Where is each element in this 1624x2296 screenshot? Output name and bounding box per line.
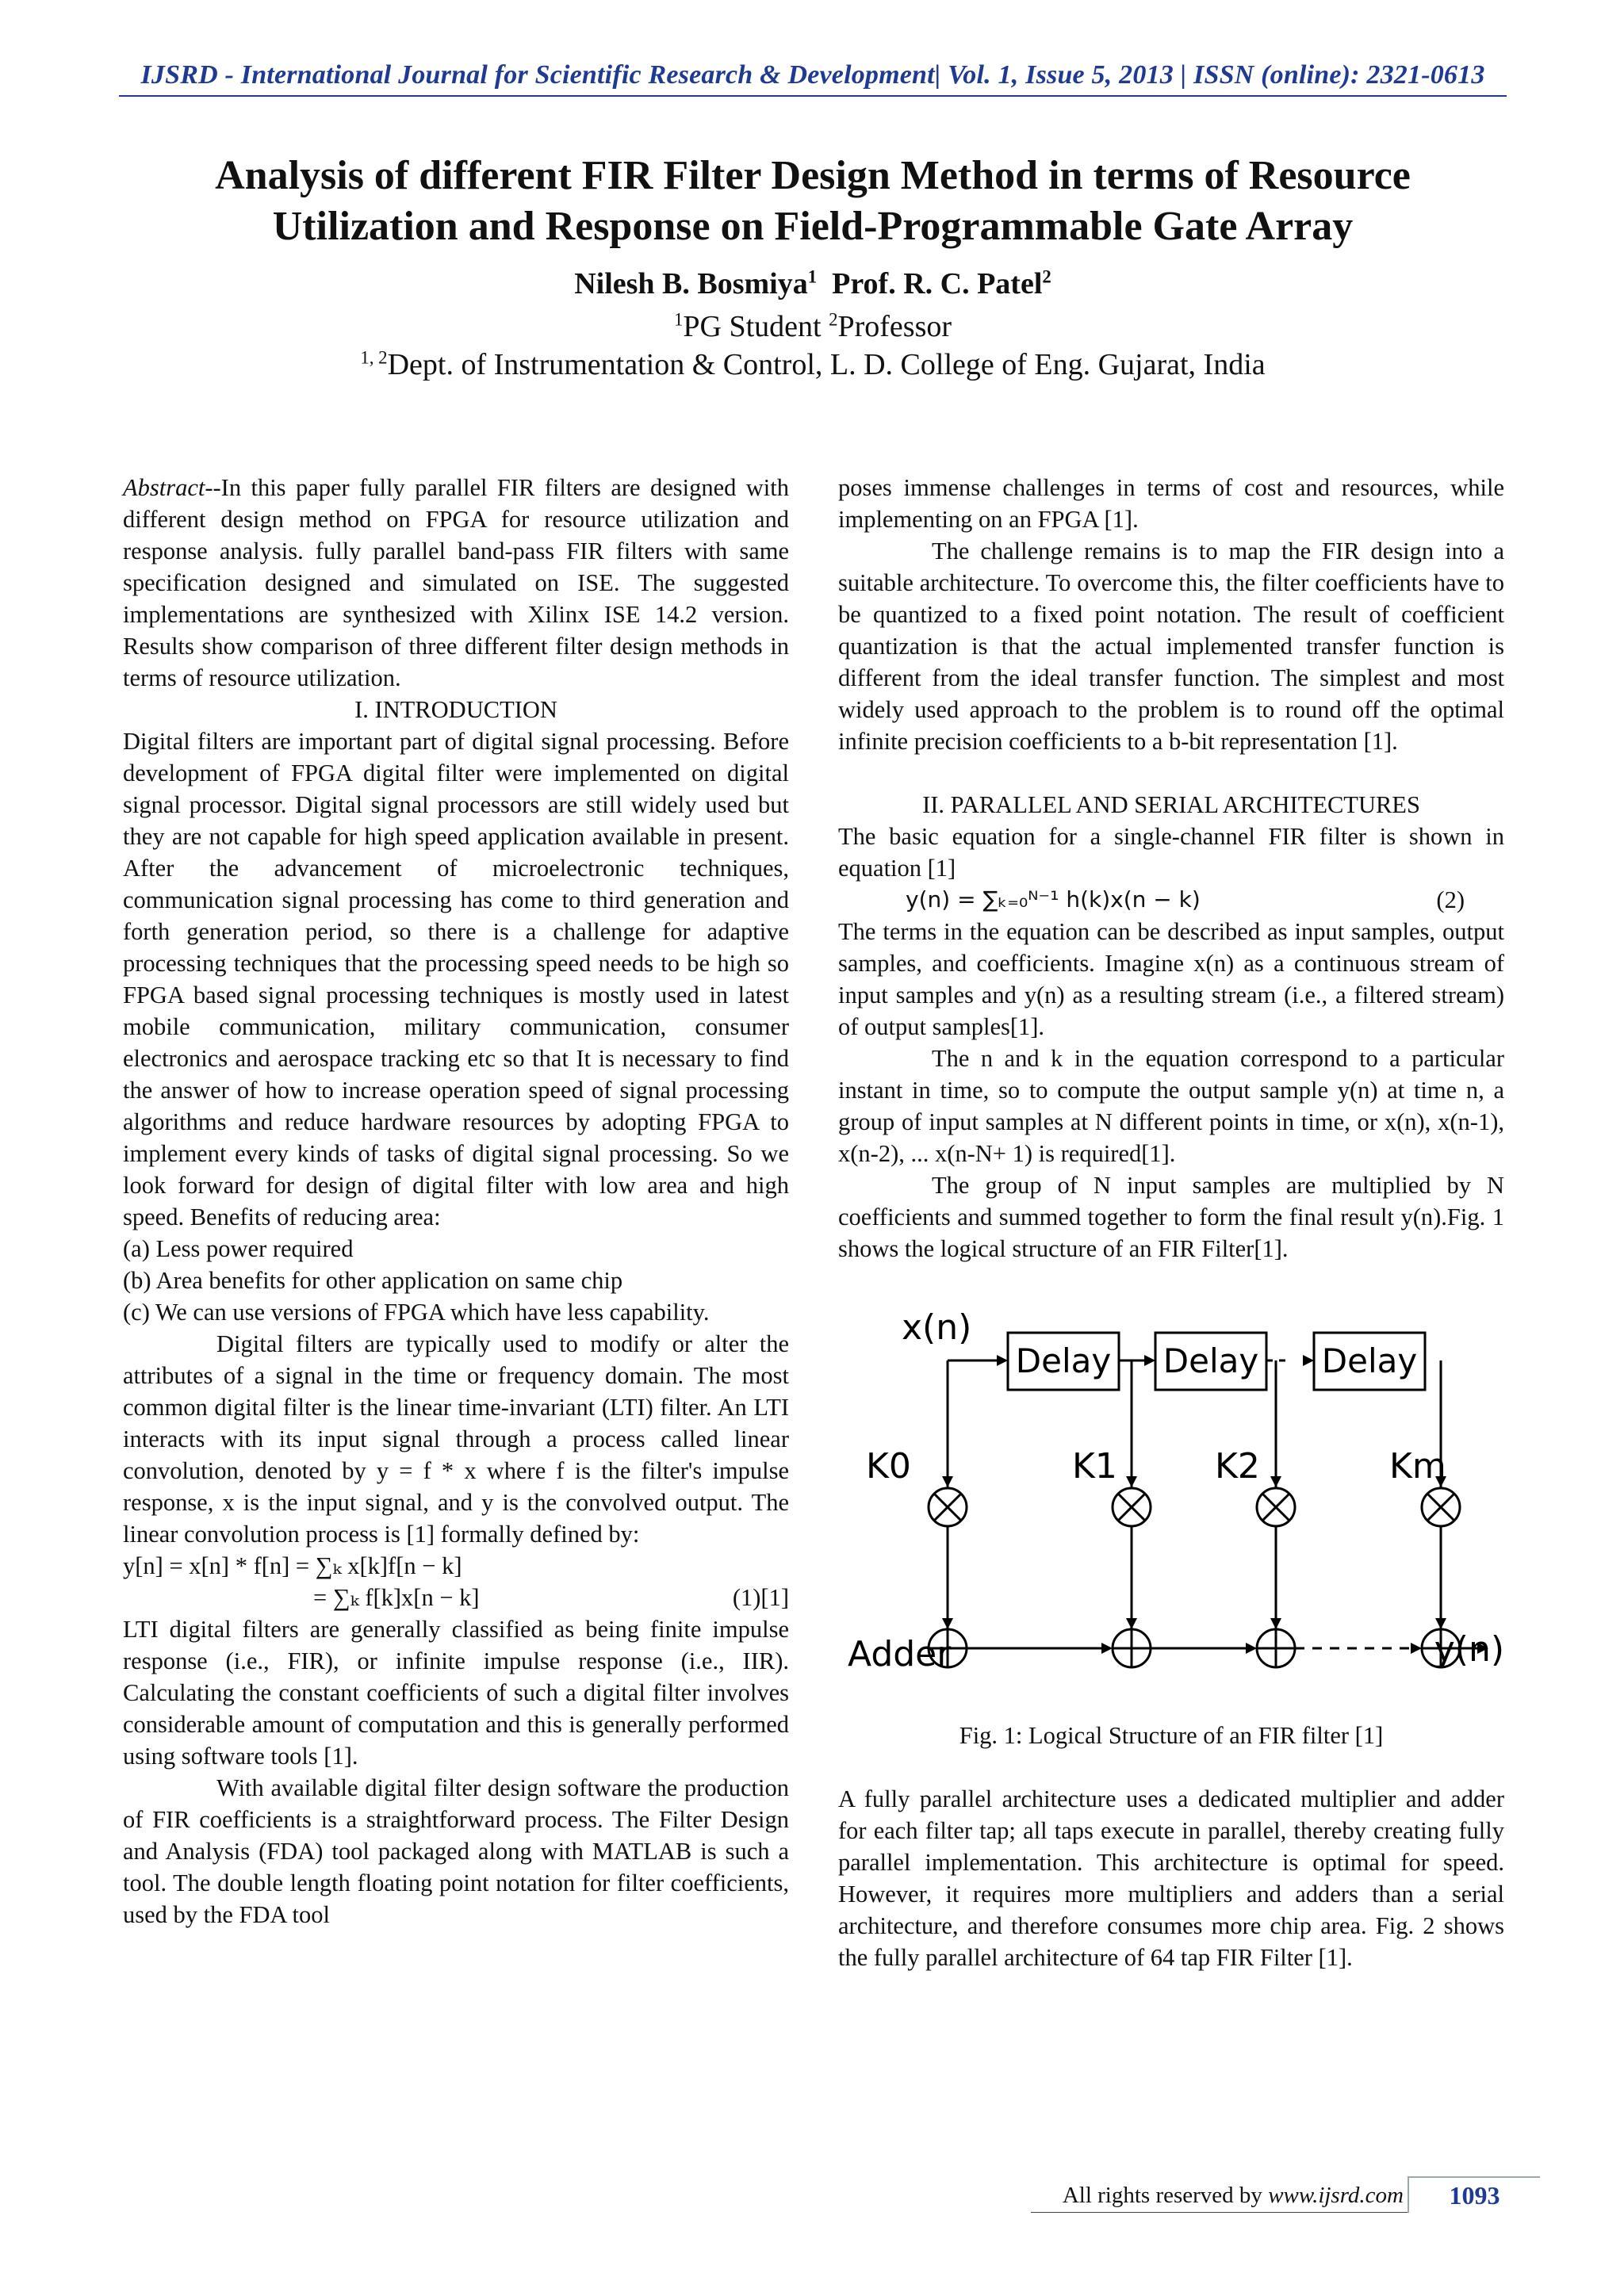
right-paragraph-7: A fully parallel architecture uses a dedicated multiplier and adder for each filter tap; all taps execute in parallel, thereby creating fully parallel implementation. This architecture is optimal for speed. However, it requires more multipliers and adders than a serial architecture, and therefore consumes more chip area. Fig. 2 shows the fully parallel architecture of 64 tap FIR Filter [1]. <box>838 1785 1504 1971</box>
equation-2-number: (2) <box>1436 886 1465 913</box>
affil-text: Dept. of Instrumentation & Control, L. D. College of Eng. Gujarat, India <box>387 348 1266 381</box>
abstract <box>123 472 789 694</box>
arrow <box>1246 1643 1257 1654</box>
output-label: y(n) <box>1434 1629 1504 1670</box>
section-1-heading: I. INTRODUCTION <box>354 696 557 723</box>
delay-label-3: Delay <box>1321 1341 1418 1380</box>
left-column <box>123 472 789 1931</box>
arrow <box>1411 1643 1422 1654</box>
spacer <box>838 757 1504 789</box>
equation-1-rhs: = ∑ₖ f[k]x[n − k] <box>313 1584 480 1611</box>
arrow <box>1270 1476 1281 1487</box>
arrow <box>1126 1618 1137 1629</box>
header-rule <box>119 95 1507 97</box>
intro-paragraph-3: LTI digital filters are generally classified as being finite impulse response (i.e., FIR), or infinite impulse response (i.e., IIR). Calculating the constant coefficients of such a digital filter involves considerable amount of computation and this is generally performed using software tools [1]. <box>123 1616 789 1770</box>
benefit-b: (b) Area benefits for other application on same chip <box>123 1267 623 1294</box>
equation-1-number: (1)[1] <box>732 1584 789 1611</box>
role-2: Professor <box>837 310 952 343</box>
right-paragraph-1: poses immense challenges in terms of cost and resources, while implementing on an FPGA [1]. <box>838 474 1504 533</box>
author-2: Prof. R. C. Patel <box>832 267 1043 300</box>
journal-header: IJSRD - International Journal for Scientific Research & Development| Vol. 1, Issue 5, 2013 | ISSN (online): 2321-0613 <box>140 60 1485 90</box>
role-1: PG Student <box>683 310 829 343</box>
right-paragraph-6: The group of N input samples are multiplied by N coefficients and summed together to form the final result y(n).Fig. 1 shows the logical structure of an FIR Filter[1]. <box>838 1172 1504 1262</box>
footer-rights-text: All rights reserved by <box>1062 2183 1269 2208</box>
benefit-c: (c) We can use versions of FPGA which have less capability. <box>123 1299 710 1326</box>
author-1-sup: 1 <box>807 266 818 287</box>
right-paragraph-3: The basic equation for a single-channel FIR filter is shown in equation [1] <box>838 823 1504 882</box>
author-2-sup: 2 <box>1042 266 1051 287</box>
authors <box>119 266 1507 301</box>
input-label: x(n) <box>902 1307 972 1348</box>
arrow <box>1126 1476 1137 1487</box>
intro-paragraph-2: Digital filters are typically used to modify or alter the attributes of a signal in the time or frequency domain. The most common digital filter is the linear time-invariant (LTI) filter. An LTI interacts with its input signal through a process called linear convolution, denoted by y = f * x where f is the filter's impulse response, x is the input signal, and y is the convolved output. The linear convolution process is [1] formally defined by: <box>123 1330 789 1548</box>
footer-rule <box>1031 2212 1408 2213</box>
equation-2-formula: y(n) = ∑ₖ₌₀ᴺ⁻¹ h(k)x(n − k) <box>906 886 1201 913</box>
arrow <box>1435 1618 1446 1629</box>
right-paragraph-5: The n and k in the equation correspond to a particular instant in time, so to compute the output sample y(n) at time n, a group of input samples at N different points in time, or x(n), x(n-1), x(n-2), ... x(n-N+ 1) is required[1]. <box>838 1045 1504 1167</box>
intro-paragraph-1: Digital filters are important part of digital signal processing. Before development of FPGA digital filter were implemented on digital signal processor. Digital signal processors are still widely used but they are not capable for high speed application available in present. After the advancement of microelectronic techniques, communication signal processing has come to third generation and forth generation period, so there is a challenge for adaptive processing techniques that the processing speed needs to be high so FPGA based signal processing techniques is mostly used in latest mobile communication, military communication, consumer electronics and aerospace tracking etc so that It is necessary to find the answer of how to increase operation speed of signal processing algorithms and reduce hardware resources by adopting FPGA to implement every kinds of tasks of digital signal processing. So we look forward for design of digital filter with low area and high speed. Benefits of reducing area: <box>123 728 789 1230</box>
benefit-a: (a) Less power required <box>123 1235 354 1262</box>
coef-k2: K2 <box>1215 1446 1260 1487</box>
multipliers <box>929 1488 1460 1526</box>
delay-label-1: Delay <box>1015 1341 1112 1380</box>
arrow <box>942 1618 953 1629</box>
role-2-sup: 2 <box>829 309 838 330</box>
footer-rights <box>1031 2183 1404 2209</box>
coef-k0: K0 <box>866 1446 911 1487</box>
arrow <box>942 1476 953 1487</box>
equation-2 <box>838 884 1504 916</box>
page-number: 1093 <box>1408 2176 1540 2213</box>
right-paragraph-2: The challenge remains is to map the FIR design into a suitable architecture. To overcome this, the filter coefficients have to be quantized to a fixed point notation. The result of coefficient quantization is that the actual implemented transfer function is different from the ideal transfer function. The simplest and most widely used approach to the problem is to round off the optimal infinite precision coefficients to a b-bit representation [1]. <box>838 538 1504 755</box>
paper-title <box>119 151 1507 252</box>
equation-1-line-1: y[n] = x[n] * f[n] = ∑ₖ x[k]f[n − k] <box>123 1552 462 1579</box>
role-1-sup: 1 <box>673 309 684 330</box>
title-line-1: Analysis of different FIR Filter Design Method in terms of Resource <box>215 153 1411 198</box>
author-1: Nilesh B. Bosmiya <box>574 267 808 300</box>
arrow <box>1303 1355 1314 1366</box>
author-roles <box>119 309 1507 344</box>
intro-paragraph-4: With available digital filter design software the production of FIR coefficients is a straightforward process. The Filter Design and Analysis (FDA) tool packaged along with MATLAB is such a tool. The double length floating point notation for filter coefficients, used by the FDA tool <box>123 1774 789 1928</box>
arrow <box>997 1355 1008 1366</box>
equation-1-line-2 <box>123 1582 789 1613</box>
affiliation <box>119 347 1507 382</box>
arrow <box>1101 1643 1113 1654</box>
arrow <box>1144 1355 1155 1366</box>
abstract-text: In this paper fully parallel FIR filters are designed with different design method on FPGA for resource utilization and response analysis. fully parallel band-pass FIR filters with same specification designed and simulated on ISE. The suggested implementations are synthesized with Xilinx ISE 14.2 version. Results show comparison of three different filter design methods in terms of resource utilization. <box>123 474 789 691</box>
figure-1-caption: Fig. 1: Logical Structure of an FIR filter [1] <box>959 1722 1384 1749</box>
delay-label-2: Delay <box>1162 1341 1259 1380</box>
abstract-label: Abstract-- <box>123 474 221 501</box>
fir-structure-diagram <box>838 1299 1504 1720</box>
adder-label: Adder <box>848 1634 952 1674</box>
right-paragraph-4: The terms in the equation can be described as input samples, output samples, and coefficients. Imagine x(n) as a continuous stream of input samples and y(n) as a resulting stream (i.e., a filtered stream) of output samples[1]. <box>838 918 1504 1040</box>
spacer <box>838 1751 1504 1783</box>
coef-k1: K1 <box>1072 1446 1117 1487</box>
affil-sup: 1, 2 <box>360 347 388 368</box>
coef-km: Km <box>1389 1446 1446 1487</box>
title-line-2: Utilization and Response on Field-Programmable Gate Array <box>272 204 1354 249</box>
footer-site-link[interactable]: www.ijsrd.com <box>1268 2183 1404 2208</box>
arrow <box>1270 1618 1281 1629</box>
section-2-heading: II. PARALLEL AND SERIAL ARCHITECTURES <box>922 791 1420 818</box>
right-column <box>838 472 1504 1973</box>
figure-1 <box>838 1299 1504 1751</box>
